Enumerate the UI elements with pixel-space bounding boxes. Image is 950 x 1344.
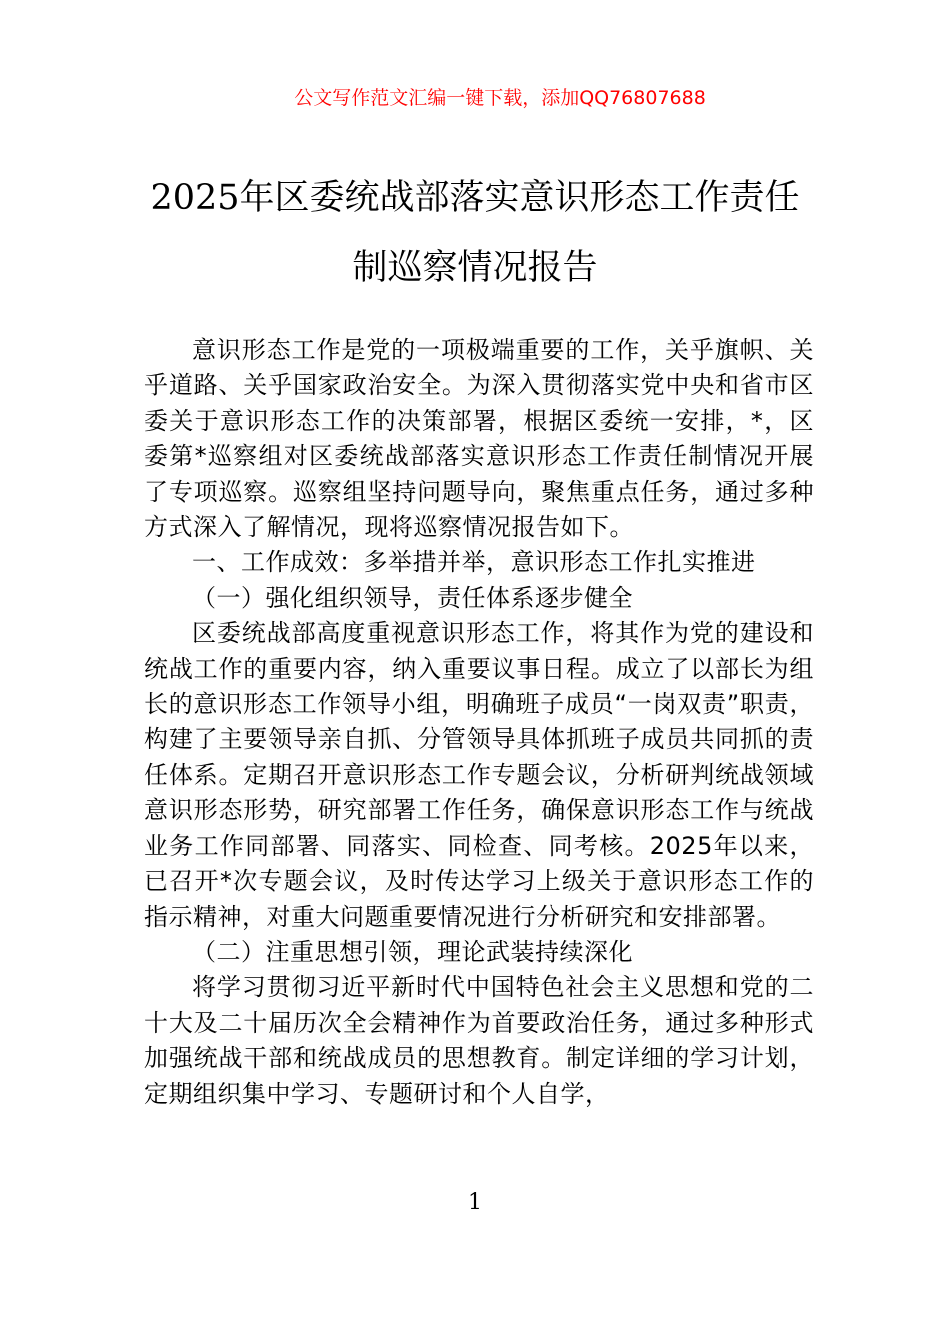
download-notice: 公文写作范文汇编一键下载，添加QQ76807688 — [294, 87, 706, 109]
intro-paragraph: 意识形态工作是党的一项极端重要的工作，关乎旗帜、关乎道路、关乎国家政治安全。为深入贯彻落实党中央和省市区委关于意识形态工作的决策部署，根据区委统一安排，*，区委第*巡察组对区委统战部落实意识形态工作责任制情况开展了专项巡察。巡察组坚持问题导向，聚焦重点任务，通过多种方式深入了解情况，现将巡察情况报告如下。 — [144, 336, 814, 542]
leadership-paragraph: 区委统战部高度重视意识形态工作，将其作为党的建设和统战工作的重要内容，纳入重要议事日程。成立了以部长为组长的意识形态工作领导小组，明确班子成员“一岗双责”职责，构建了主要领导亲自抓、分管领导具体抓班子成员共同抓的责任体系。定期召开意识形态工作专题会议，分析研判统战领域意识形态形势，研究部署工作任务，确保意识形态工作与统战业务工作同部署、同落实、同检查、同考核。2025年以来，已召开*次专题会议，及时传达学习上级关于意识形态工作的指示精神，对重大问题重要情况进行分析研究和安排部署。 — [144, 619, 814, 931]
report-title-line-1: 2025年区委统战部落实意识形态工作责任 — [150, 178, 800, 218]
page-number: 1 — [468, 1190, 482, 1215]
section-heading-achievements: 一、工作成效：多举措并举，意识形态工作扎实推进 — [192, 548, 756, 577]
ideology-paragraph: 将学习贯彻习近平新时代中国特色社会主义思想和党的二十大及二十届历次全会精神作为首要政治任务，通过多种形式加强统战干部和统战成员的思想教育。制定详细的学习计划，定期组织集中学习、专题研讨和个人自学， — [144, 973, 814, 1108]
subsection-heading-ideology: （二）注重思想引领，理论武装持续深化 — [192, 937, 633, 966]
report-title-line-2: 制巡察情况报告 — [352, 248, 598, 288]
subsection-heading-leadership: （一）强化组织领导，责任体系逐步健全 — [192, 583, 633, 612]
report-body — [144, 333, 814, 1112]
